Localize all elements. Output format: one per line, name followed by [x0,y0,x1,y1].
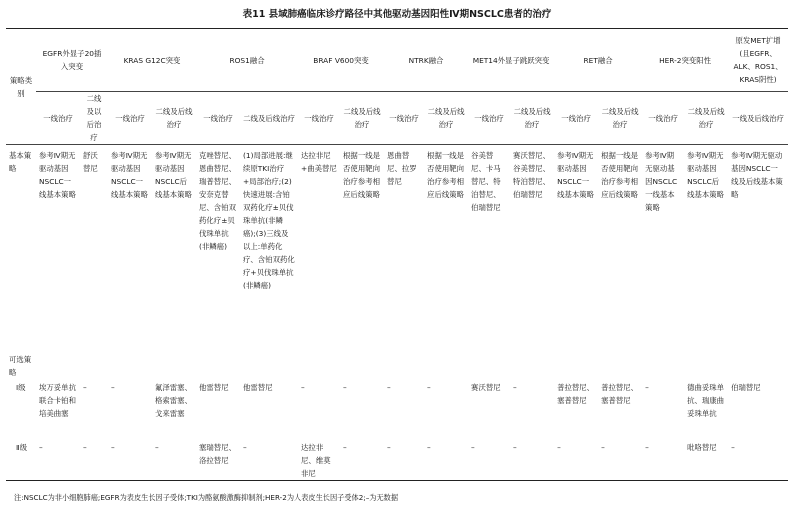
table-cell [36,353,788,381]
table-cell: – [645,383,649,392]
table-cell: 赛沃替尼 [471,383,501,392]
table-cell: 参考Ⅳ期无驱动基因NSCLC一线基本策略 [36,145,80,354]
group-header-ntrk: NTRK融合 [384,29,468,92]
table-cell: 谷美替尼、卡马替尼、特泊替尼、伯瑞替尼 [468,145,510,354]
sub-header: 一线治疗 [196,92,240,145]
table-row [6,441,788,481]
table-row [6,145,788,354]
table-cell: – [83,383,87,392]
sub-header: 一线治疗 [468,92,510,145]
table-cell: 参考Ⅳ期无驱动基因NSCLC一线及后线基本策略 [728,145,788,354]
sub-header: 二线及后线治疗 [340,92,384,145]
sub-header: 一线及后线治疗 [728,92,788,145]
table-cell: – [152,441,196,481]
row-label: Ⅱ级 [6,441,36,481]
table-cell: – [36,441,80,481]
group-header-her2: HER-2突变阳性 [642,29,728,92]
table-cell: – [598,441,642,481]
table-cell: – [80,441,108,481]
table-cell: – [240,441,298,481]
table-cell: – [340,441,384,481]
group-header-row [6,29,788,92]
group-header-braf: BRAF V600突变 [298,29,384,92]
table-cell: – [424,441,468,481]
table-cell: 参考Ⅳ期无驱动基因NSCLC一线基本策略 [108,145,152,354]
sub-header: 一线治疗 [36,92,80,145]
sub-header: 二线及后线治疗 [424,92,468,145]
table-cell: 他雷替尼 [199,383,229,392]
sub-header: 一线治疗 [108,92,152,145]
table-cell: 埃万妥单抗联合卡铂和培美曲塞 [39,383,76,418]
table-cell: 伯瑞替尼 [731,383,761,392]
table-cell: 吡咯替尼 [684,441,728,481]
group-header-kras: KRAS G12C突变 [108,29,196,92]
table-row [6,381,788,441]
sub-header: 二线及以后治疗 [80,92,108,145]
table-cell: 普拉替尼、塞普替尼 [557,383,595,405]
category-header: 策略类别 [6,29,36,145]
table-cell: – [427,383,431,392]
row-label: 可选策略 [9,355,32,377]
sub-header: 一线治疗 [554,92,598,145]
table-cell: – [384,441,424,481]
table-title: 表11 县域肺癌临床诊疗路径中其他驱动基因阳性Ⅳ期NSCLC患者的治疗 [242,9,552,20]
table-cell: – [642,441,684,481]
table-cell: – [554,441,598,481]
sub-header: 二线及后线治疗 [684,92,728,145]
row-label: 基本策略 [6,145,36,354]
table-cell: 根据一线是否使用靶向治疗参考相应后线策略 [598,145,642,354]
table-cell: 普拉替尼、塞普替尼 [601,383,639,405]
table-cell: – [343,383,347,392]
table-cell: 塞瑞替尼、洛拉替尼 [196,441,240,481]
group-header-ret: RET融合 [554,29,642,92]
footnote: 注:NSCLC为非小细胞肺癌;EGFR为表皮生长因子受体;TKI为酪氨酸激酶抑制剂;HER-2为人表皮生长因子受体2;–为无数据 [14,493,399,502]
row-label: Ⅰ级 [16,383,26,392]
sub-header: 二线及后线治疗 [598,92,642,145]
table-cell: – [728,441,788,481]
group-header-ros1: ROS1融合 [196,29,298,92]
group-header-met-amp: 原发MET扩增(且EGFR、ALK、ROS1、KRAS阴性) [728,29,788,92]
sub-header: 一线治疗 [384,92,424,145]
table-cell: 根据一线是否使用靶向治疗参考相应后线策略 [340,145,384,354]
table-cell: – [301,383,305,392]
table-cell: 参考Ⅳ期无驱动基因NSCLC后线基本策略 [684,145,728,354]
group-header-egfr: EGFR外显子20插入突变 [36,29,108,92]
table-cell: – [387,383,391,392]
table-cell: 达拉非尼、维莫非尼 [298,441,340,481]
table-cell: – [513,383,517,392]
sub-header: 二线及后线治疗 [152,92,196,145]
table-cell: 参考Ⅳ期无驱动基因NSCLC一线基本策略 [554,145,598,354]
table-cell: – [468,441,510,481]
sub-header: 一线治疗 [642,92,684,145]
table-cell: 克唑替尼、恩曲替尼、瑞普替尼、安奈克替尼、含铂双药化疗±贝伐珠单抗(非鳞癌) [196,145,240,354]
table-cell: – [510,441,554,481]
table-cell: 参考Ⅳ期无驱动基因NSCLC后线基本策略 [152,145,196,354]
sub-header: 一线治疗 [298,92,340,145]
group-header-met14: MET14外显子跳跃突变 [468,29,554,92]
table-row [6,353,788,381]
table-cell: 赛沃替尼、谷美替尼、特泊替尼、伯瑞替尼 [510,145,554,354]
treatment-table [6,28,788,481]
table-cell: 达拉非尼+曲美替尼 [298,145,340,354]
sub-header: 二线及后线治疗 [510,92,554,145]
sub-header: 二线及后线治疗 [240,92,298,145]
table-cell: – [108,441,152,481]
table-cell: (1)局部进展:继续原TKI治疗+局部治疗;(2)快速进展:含铂双药化疗±贝伐珠单抗(非鳞癌);(3)三线及以上:单药化疗、含铂双药化疗+贝伐珠单抗(非鳞癌) [240,145,298,354]
sub-header-row [6,92,788,145]
table-cell: 舒沃替尼 [80,145,108,354]
table-cell: – [111,383,115,392]
table-cell: 德曲妥珠单抗、瑞康曲妥珠单抗 [687,383,725,418]
table-cell: 参考Ⅳ期无驱动基因NSCLC一线基本策略 [642,145,684,354]
table-cell: 恩曲替尼、拉罗替尼 [384,145,424,354]
table-cell: 氟泽雷塞、格索雷塞、戈来雷塞 [155,383,192,418]
table-cell: 他雷替尼 [243,383,273,392]
table-cell: 根据一线是否使用靶向治疗参考相应后线策略 [424,145,468,354]
